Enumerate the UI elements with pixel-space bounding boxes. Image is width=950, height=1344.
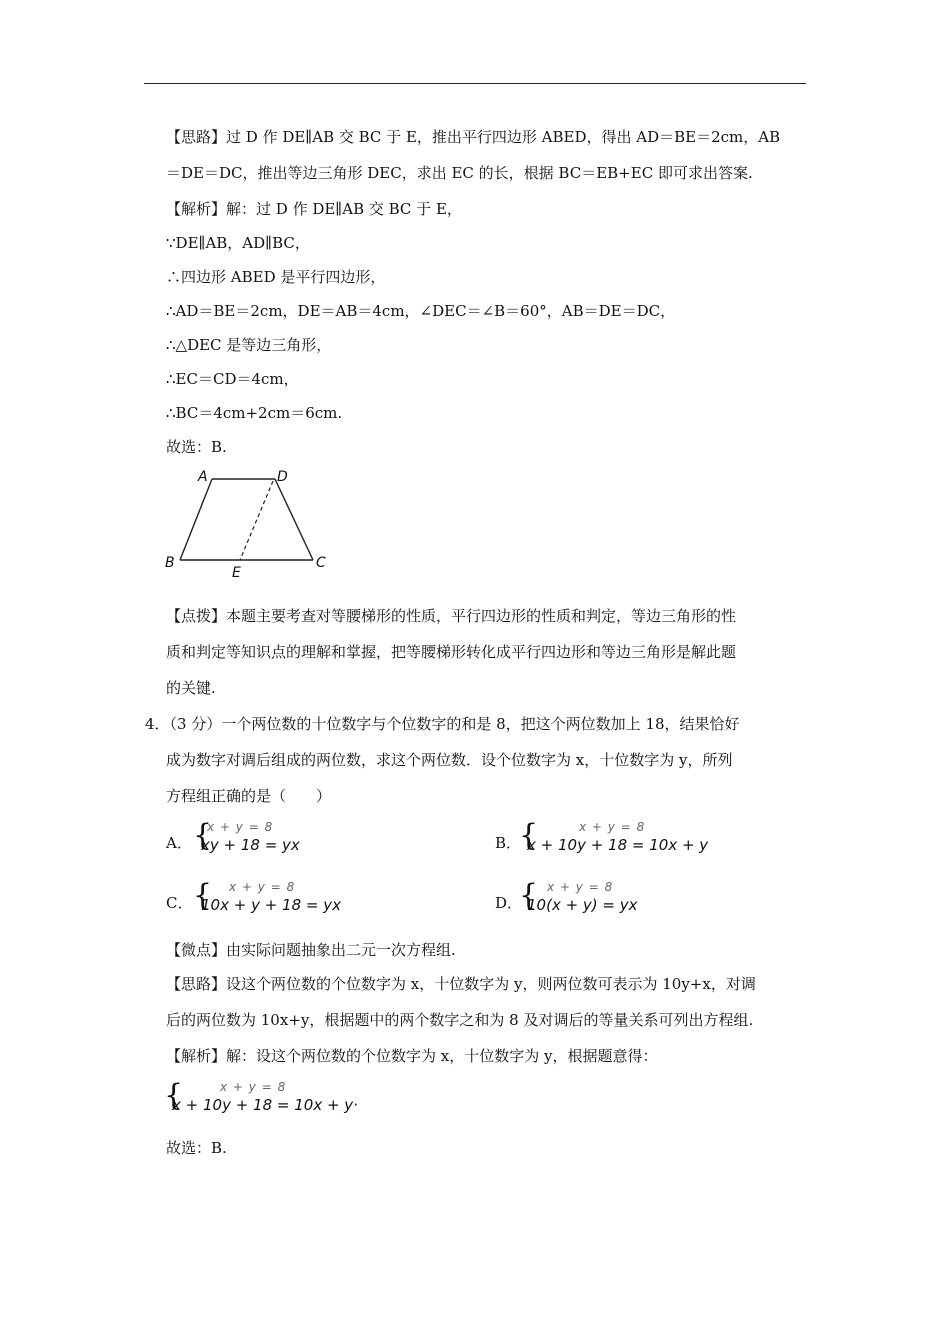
text-line: ∴BC＝4cm+2cm＝6cm. bbox=[166, 404, 343, 422]
text-line: ∴△DEC 是等边三角形， bbox=[166, 336, 332, 354]
text-line: 【点拨】本题主要考查对等腰梯形的性质，平行四边形的性质和判定，等边三角形的性 bbox=[166, 607, 737, 625]
text-line: 【思路】过 D 作 DE∥AB 交 BC 于 E，推出平行四边形 ABED，得出 AD＝BE＝2cm，AB bbox=[166, 128, 781, 146]
segment-dc bbox=[275, 479, 313, 560]
text-line: ＝DE＝DC，推出等边三角形 DEC，求出 EC 的长，根据 BC＝EB+EC 即可求出答案. bbox=[166, 164, 753, 182]
text-line: 【微点】由实际问题抽象出二元一次方程组. bbox=[166, 941, 456, 959]
text-line: ∵DE∥AB，AD∥BC， bbox=[166, 234, 310, 252]
option-d-eq1: x + y = 8 bbox=[547, 880, 614, 894]
trapezoid-figure bbox=[160, 462, 340, 582]
label-b: B bbox=[165, 555, 175, 571]
option-a-eq2: xy + 18 = yx bbox=[201, 836, 300, 854]
option-b-equations: { x + y = 8 x + 10y + 18 = 10x + y bbox=[519, 818, 709, 854]
segment-ab bbox=[180, 479, 212, 560]
label-d: D bbox=[277, 469, 288, 485]
option-b-eq2: x + 10y + 18 = 10x + y bbox=[527, 836, 709, 854]
option-c-eq1: x + y = 8 bbox=[229, 880, 296, 894]
solution-eq1: x + y = 8 bbox=[220, 1080, 287, 1094]
option-c-eq2: 10x + y + 18 = yx bbox=[201, 896, 341, 914]
label-e: E bbox=[232, 565, 241, 581]
text-line: 故选：B. bbox=[166, 438, 227, 456]
option-c-letter: C． bbox=[166, 894, 193, 912]
text-line: ∴四边形 ABED 是平行四边形， bbox=[166, 268, 386, 286]
question-line: 成为数字对调后组成的两位数，求这个两位数．设个位数字为 x，十位数字为 y，所列 bbox=[166, 751, 733, 769]
solution-eq2: x + 10y + 18 = 10x + y· bbox=[172, 1096, 358, 1114]
option-a-eq1: x + y = 8 bbox=[207, 820, 274, 834]
question-line: 方程组正确的是（ ） bbox=[166, 787, 332, 805]
segment-de-dashed bbox=[240, 481, 273, 560]
text-line: 后的两位数为 10x+y，根据题中的两个数字之和为 8 及对调后的等量关系可列出方程组. bbox=[166, 1011, 754, 1029]
solution-equations: { x + y = 8 x + 10y + 18 = 10x + y· bbox=[164, 1078, 358, 1114]
option-b-letter: B． bbox=[495, 834, 522, 852]
option-d-eq2: 10(x + y) = yx bbox=[527, 896, 638, 914]
text-line: 的关键. bbox=[166, 679, 216, 697]
text-line: 【思路】设这个两位数的个位数字为 x，十位数字为 y，则两位数可表示为 10y+x，对调 bbox=[166, 975, 756, 993]
text-line: 【解析】解：过 D 作 DE∥AB 交 BC 于 E， bbox=[166, 200, 462, 218]
option-a-letter: A． bbox=[166, 834, 192, 852]
text-line: ∴EC＝CD＝4cm， bbox=[166, 370, 299, 388]
text-line: 质和判定等知识点的理解和掌握，把等腰梯形转化成平行四边形和等边三角形是解此题 bbox=[166, 643, 737, 661]
option-d-equations: { x + y = 8 10(x + y) = yx bbox=[519, 878, 638, 914]
header-rule bbox=[144, 83, 806, 84]
label-c: C bbox=[316, 555, 326, 571]
label-a: A bbox=[198, 469, 208, 485]
text-line: 【解析】解：设这个两位数的个位数字为 x，十位数字为 y，根据题意得： bbox=[166, 1047, 658, 1065]
option-a-equations: { x + y = 8 xy + 18 = yx bbox=[193, 818, 300, 854]
option-d-letter: D． bbox=[495, 894, 523, 912]
option-c-equations: { x + y = 8 10x + y + 18 = yx bbox=[193, 878, 341, 914]
text-line: 故选：B. bbox=[166, 1139, 227, 1157]
question-line: 4．（3 分）一个两位数的十位数字与个位数字的和是 8，把这个两位数加上 18，结果恰好 bbox=[145, 715, 740, 733]
text-line: ∴AD＝BE＝2cm，DE＝AB＝4cm，∠DEC＝∠B＝60°，AB＝DE＝DC， bbox=[166, 302, 676, 320]
option-b-eq1: x + y = 8 bbox=[579, 820, 646, 834]
